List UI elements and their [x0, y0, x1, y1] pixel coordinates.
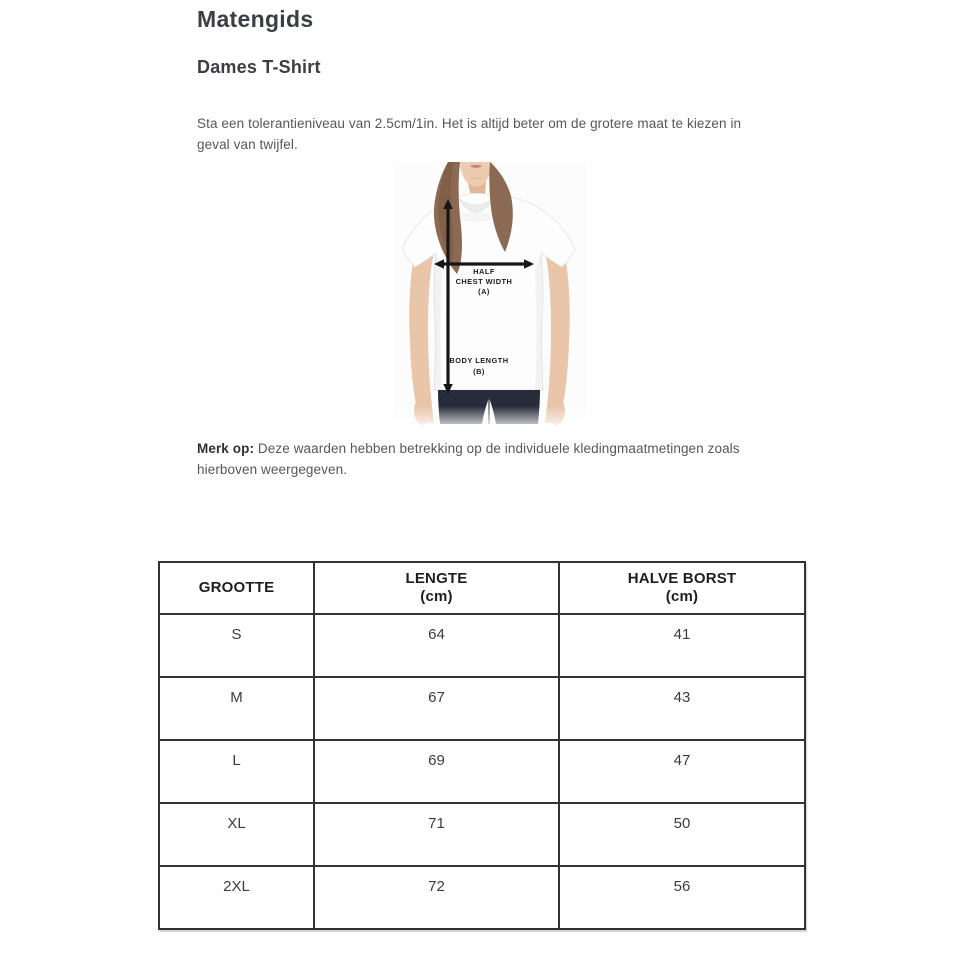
- table-row: [159, 614, 805, 677]
- tolerance-text: Sta een tolerantieniveau van 2.5cm/1in. Het is altijd beter om de grotere maat te kiezen in geval van twijfel.: [197, 116, 742, 152]
- table-row: [159, 803, 805, 866]
- cell-size: L: [159, 740, 314, 803]
- product-name: Dames T-Shirt: [197, 57, 321, 77]
- cell-size: S: [159, 614, 314, 677]
- length-label-line2: (B): [473, 367, 485, 376]
- cell-size: XL: [159, 803, 314, 866]
- model-illustration: [390, 162, 590, 432]
- cell-halve-borst: 56: [559, 866, 805, 929]
- size-table: [158, 561, 806, 930]
- cell-lengte: 67: [314, 677, 559, 740]
- size-guide-photo: [390, 162, 590, 432]
- cell-halve-borst: 43: [559, 677, 805, 740]
- header-unit: (cm): [420, 588, 453, 605]
- cell-lengte: 69: [314, 740, 559, 803]
- chest-label-line3: (A): [478, 287, 490, 296]
- header-title: LENGTE: [405, 570, 468, 587]
- cell-halve-borst: 41: [559, 614, 805, 677]
- header-title: HALVE BORST: [627, 570, 737, 587]
- col-header-grootte: [159, 562, 314, 614]
- chest-label-line1: HALF: [473, 267, 495, 276]
- note-text: Deze waarden hebben betrekking op de individuele kledingmaatmetingen zoals hierboven weergegeven.: [197, 441, 740, 477]
- cell-lengte: 72: [314, 866, 559, 929]
- cell-lengte: 71: [314, 803, 559, 866]
- table-row: [159, 866, 805, 929]
- table-row: [159, 677, 805, 740]
- photo-fade: [390, 406, 590, 432]
- length-label-line1: BODY LENGTH: [449, 356, 509, 365]
- table-row: [159, 740, 805, 803]
- table-header-row: [159, 562, 805, 614]
- note-label: Merk op:: [197, 441, 255, 456]
- col-header-halve-borst: [559, 562, 805, 614]
- measurement-note: [197, 438, 749, 480]
- header-title: GROOTTE: [198, 579, 275, 596]
- col-header-lengte: [314, 562, 559, 614]
- cell-size: M: [159, 677, 314, 740]
- header-unit: (cm): [665, 588, 699, 605]
- cell-lengte: 64: [314, 614, 559, 677]
- cell-size: 2XL: [159, 866, 314, 929]
- page-title: Matengids: [197, 6, 314, 32]
- cell-halve-borst: 47: [559, 740, 805, 803]
- cell-halve-borst: 50: [559, 803, 805, 866]
- chest-label-line2: CHEST WIDTH: [455, 277, 513, 286]
